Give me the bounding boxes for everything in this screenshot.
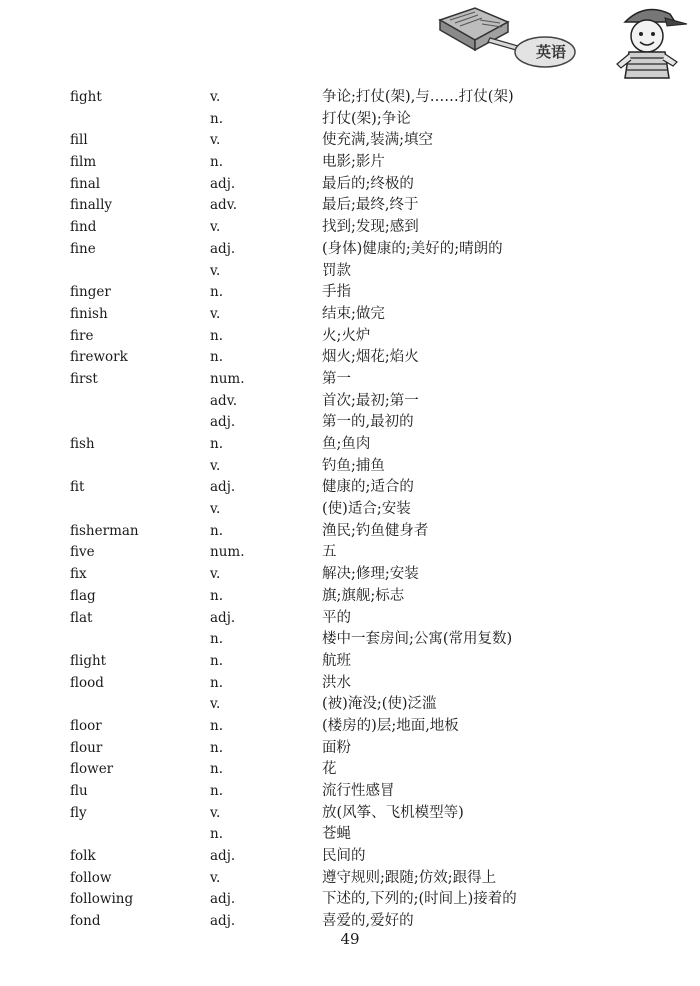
vocab-word: following [70, 891, 134, 908]
part-of-speech: v. [210, 696, 221, 713]
part-of-speech: n. [210, 717, 223, 734]
vocabulary-list [0, 87, 700, 933]
part-of-speech: n. [210, 349, 223, 366]
vocab-word: fire [70, 327, 94, 344]
vocab-row [0, 889, 700, 911]
part-of-speech: v. [210, 219, 221, 236]
vocab-row [0, 781, 700, 803]
vocab-word: follow [70, 869, 112, 886]
part-of-speech: v. [210, 566, 221, 583]
vocab-word: flat [70, 609, 93, 626]
part-of-speech: v. [210, 262, 221, 279]
part-of-speech: adj. [210, 240, 236, 257]
vocab-row [0, 347, 700, 369]
vocab-word: find [70, 219, 97, 236]
vocab-word: final [70, 175, 101, 192]
vocab-row [0, 868, 700, 890]
part-of-speech: n. [210, 631, 223, 648]
part-of-speech: n. [210, 739, 223, 756]
vocab-row [0, 629, 700, 651]
definition: 五 [322, 544, 337, 561]
subject-label: 英语 [535, 43, 566, 61]
definition: 第一的,最初的 [322, 414, 414, 431]
definition: 结束;做完 [322, 305, 385, 322]
vocab-word: floor [70, 717, 102, 734]
definition: 第一 [322, 370, 351, 387]
vocab-word: flu [70, 783, 88, 799]
vocab-row [0, 391, 700, 413]
part-of-speech: n. [210, 587, 223, 604]
part-of-speech: n. [210, 761, 223, 778]
part-of-speech: adj. [210, 175, 236, 192]
definition: 首次;最初;第一 [322, 392, 419, 409]
vocab-row [0, 174, 700, 196]
page-number: 49 [340, 930, 360, 948]
definition: 渔民;钓鱼健身者 [322, 522, 429, 539]
vocab-row [0, 239, 700, 261]
definition: 下述的,下列的;(时间上)接着的 [322, 891, 517, 908]
part-of-speech: n. [210, 522, 223, 539]
vocab-row [0, 673, 700, 695]
vocab-row [0, 651, 700, 673]
vocab-row [0, 261, 700, 283]
vocab-row [0, 608, 700, 630]
vocab-word: flight [70, 652, 107, 669]
part-of-speech: num. [210, 544, 245, 561]
vocab-row [0, 521, 700, 543]
definition: 健康的;适合的 [322, 479, 414, 496]
definition: 最后的;终极的 [322, 175, 414, 192]
definition: 钓鱼;捕鱼 [322, 457, 385, 474]
vocab-word: finish [70, 305, 108, 322]
definition: 洪水 [322, 674, 351, 691]
vocab-row [0, 412, 700, 434]
part-of-speech: adj. [210, 479, 236, 496]
vocab-row [0, 456, 700, 478]
definition: 航班 [322, 652, 351, 669]
part-of-speech: v. [210, 132, 221, 149]
definition: 争论;打仗(架),与……打仗(架) [322, 89, 514, 105]
definition: (使)适合;安装 [322, 501, 411, 518]
vocab-word: fit [70, 479, 85, 496]
part-of-speech: adj. [210, 848, 236, 865]
vocab-row [0, 564, 700, 586]
part-of-speech: adj. [210, 913, 236, 930]
vocab-row [0, 87, 700, 109]
vocab-row [0, 477, 700, 499]
vocab-row [0, 586, 700, 608]
part-of-speech: v. [210, 869, 221, 886]
vocab-row [0, 130, 700, 152]
part-of-speech: v. [210, 89, 221, 105]
part-of-speech: n. [210, 284, 223, 301]
vocab-word: five [70, 544, 95, 561]
definition: 找到;发现;感到 [322, 219, 419, 236]
part-of-speech: n. [210, 110, 223, 127]
part-of-speech: n. [210, 436, 223, 452]
vocab-word: finally [70, 197, 113, 214]
definition: 鱼;鱼肉 [322, 436, 371, 452]
definition: 手指 [322, 284, 351, 301]
definition: 电影;影片 [322, 154, 385, 171]
vocab-row [0, 326, 700, 348]
vocab-row [0, 803, 700, 825]
definition: 放(风筝、飞机模型等) [322, 804, 464, 821]
vocab-row [0, 716, 700, 738]
part-of-speech: n. [210, 674, 223, 691]
definition: 烟火;烟花;焰火 [322, 349, 419, 366]
part-of-speech: adj. [210, 414, 236, 431]
part-of-speech: v. [210, 501, 221, 518]
vocab-word: first [70, 370, 98, 387]
part-of-speech: v. [210, 305, 221, 322]
part-of-speech: n. [210, 154, 223, 171]
part-of-speech: adj. [210, 891, 236, 908]
vocab-row [0, 542, 700, 564]
vocab-row [0, 846, 700, 868]
vocab-word: fix [70, 566, 87, 583]
vocab-row [0, 195, 700, 217]
definition: 遵守规则;跟随;仿效;跟得上 [322, 869, 497, 886]
vocab-word: fly [70, 804, 87, 821]
vocab-row [0, 152, 700, 174]
vocab-row [0, 282, 700, 304]
part-of-speech: adv. [210, 197, 238, 214]
definition: 解决;修理;安装 [322, 566, 419, 583]
vocab-word: flood [70, 674, 104, 691]
vocab-word: fine [70, 240, 96, 257]
part-of-speech: v. [210, 804, 221, 821]
vocab-row [0, 738, 700, 760]
definition: 楼中一套房间;公寓(常用复数) [322, 631, 513, 648]
definition: 民间的 [322, 848, 366, 865]
vocab-row [0, 694, 700, 716]
vocab-word: flour [70, 739, 103, 756]
vocab-word: fill [70, 132, 88, 149]
part-of-speech: adj. [210, 609, 236, 626]
vocab-row [0, 109, 700, 131]
vocab-word: finger [70, 284, 111, 301]
vocab-word: film [70, 154, 97, 171]
vocab-word: fish [70, 436, 95, 452]
definition: 花 [322, 761, 337, 778]
vocab-word: fight [70, 89, 102, 105]
header-decoration [430, 0, 700, 80]
vocab-row [0, 499, 700, 521]
definition: 最后;最终,终于 [322, 197, 419, 214]
part-of-speech: n. [210, 826, 223, 843]
definition: 打仗(架);争论 [322, 110, 411, 127]
definition: 平的 [322, 609, 351, 626]
vocab-word: fisherman [70, 522, 139, 539]
definition: 旗;旗舰;标志 [322, 587, 405, 604]
vocab-row [0, 369, 700, 391]
vocab-row [0, 759, 700, 781]
vocab-row [0, 434, 700, 456]
definition: (被)淹没;(使)泛滥 [322, 696, 437, 713]
vocab-word: fond [70, 913, 101, 930]
definition: 罚款 [322, 262, 351, 279]
definition: 火;火炉 [322, 327, 371, 344]
definition: 使充满,装满;填空 [322, 132, 433, 149]
definition: 流行性感冒 [322, 783, 395, 799]
definition: 苍蝇 [322, 826, 351, 843]
part-of-speech: v. [210, 457, 221, 474]
cartoon-boy-icon [605, 0, 695, 80]
vocab-word: folk [70, 848, 96, 865]
vocab-row [0, 217, 700, 239]
part-of-speech: n. [210, 652, 223, 669]
part-of-speech: n. [210, 327, 223, 344]
definition: 面粉 [322, 739, 351, 756]
vocab-row [0, 824, 700, 846]
vocab-row [0, 304, 700, 326]
vocab-word: firework [70, 349, 128, 366]
vocab-word: flag [70, 587, 96, 604]
definition: (身体)健康的;美好的;晴朗的 [322, 240, 503, 257]
part-of-speech: num. [210, 370, 245, 387]
vocab-word: flower [70, 761, 114, 778]
definition: (楼房的)层;地面,地板 [322, 717, 459, 734]
definition: 喜爱的,爱好的 [322, 913, 414, 930]
part-of-speech: n. [210, 783, 223, 799]
part-of-speech: adv. [210, 392, 238, 409]
